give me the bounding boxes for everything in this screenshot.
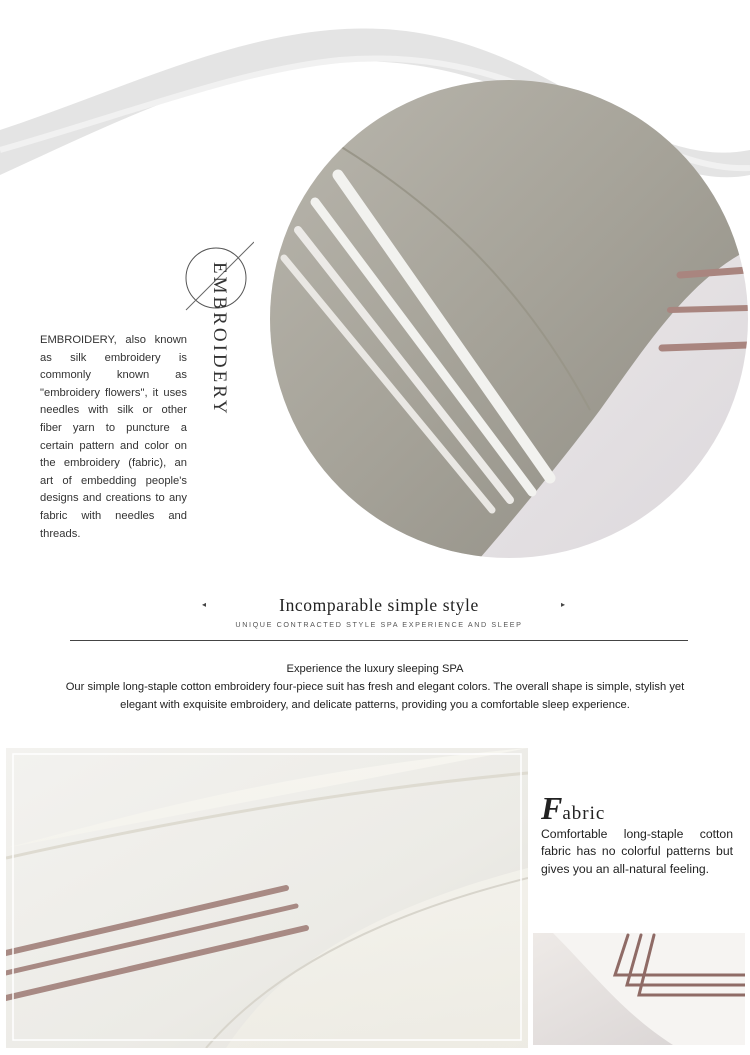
divider-line bbox=[70, 640, 688, 641]
fabric-heading-initial: F bbox=[541, 790, 563, 826]
fabric-heading bbox=[541, 790, 741, 827]
arrow-left-icon: ◂ bbox=[202, 600, 207, 609]
intro-title: Experience the luxury sleeping SPA bbox=[286, 663, 464, 675]
intro-body: Our simple long-staple cotton embroidery four-piece suit has fresh and elegant colors. The overall shape is simple, stylish yet elegant with exquisite embroidery, and delicate patterns, providing you a comfortable sleep experience. bbox=[65, 681, 685, 711]
fabric-description: Comfortable long-staple cotton fabric has no colorful patterns but gives you an all-natural feeling. bbox=[541, 827, 733, 876]
arrow-right-icon: ▸ bbox=[561, 600, 566, 609]
embroidery-vertical-title: EMBROIDERY bbox=[209, 262, 230, 417]
hero-embroidery-photo bbox=[270, 80, 748, 558]
intro-block bbox=[60, 660, 690, 714]
section-heading: Incomparable simple style bbox=[279, 595, 479, 615]
fabric-photo bbox=[6, 748, 528, 1048]
embroidery-description: EMBROIDERY, also known as silk embroidery is commonly known as "embroidery flowers", it uses needles with silk or other fiber yarn to puncture a certain pattern and color on the embroidery (fabric), an art of embedding people's designs and creations to any fabric with needles and threads. bbox=[40, 334, 187, 540]
fabric-heading-rest: abric bbox=[562, 803, 606, 824]
section-heading-block bbox=[70, 592, 688, 642]
fabric-thumbnail-photo bbox=[533, 933, 745, 1045]
section-subheading: UNIQUE CONTRACTED STYLE SPA EXPERIENCE AND SLEEP bbox=[235, 620, 523, 629]
